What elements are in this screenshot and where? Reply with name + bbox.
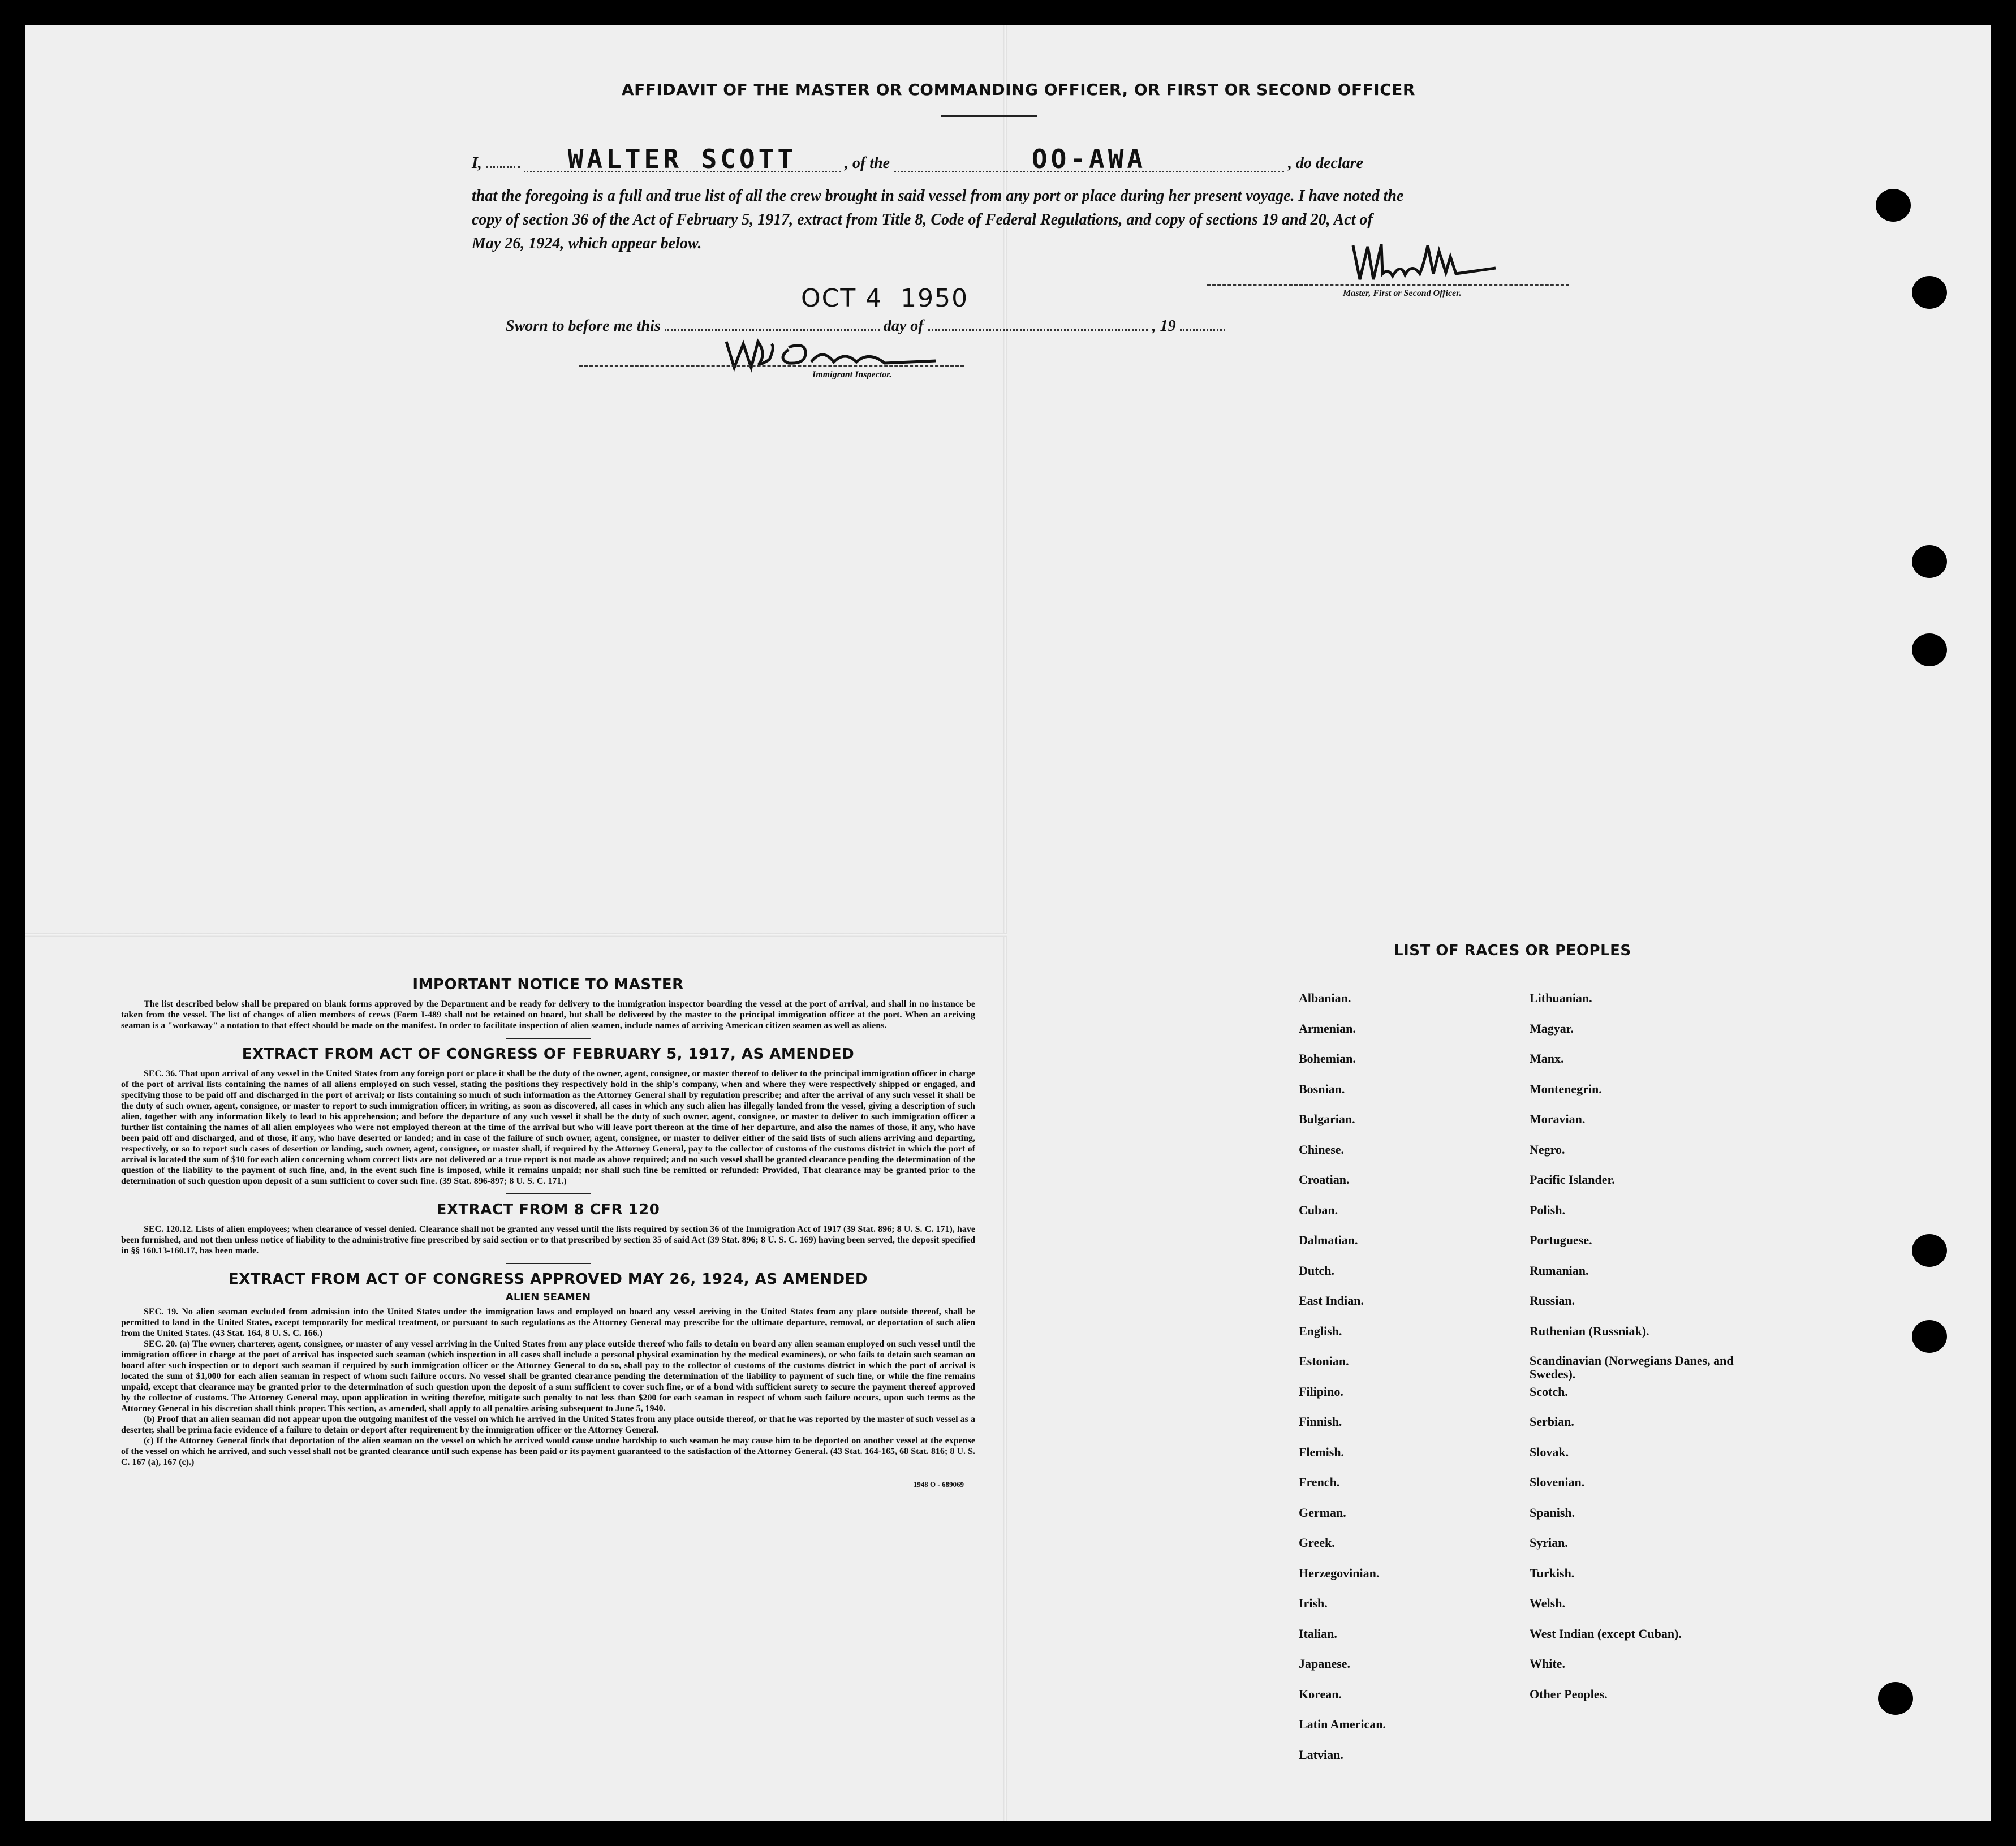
extract-1924-title: EXTRACT FROM ACT OF CONGRESS APPROVED MAY 26, 1924, AS AMENDED xyxy=(229,1271,868,1288)
race-item: French. xyxy=(1299,1475,1340,1489)
race-item: Pacific Islander. xyxy=(1530,1172,1615,1187)
race-item: Japanese. xyxy=(1299,1657,1351,1671)
race-item: Bulgarian. xyxy=(1299,1112,1355,1126)
inspector-signature xyxy=(721,330,947,376)
punch-hole xyxy=(1876,189,1911,222)
extract-1917-body: SEC. 36. That upon arrival of any vessel in the United States from any foreign port or place it shall be the duty of the owner, agent, consignee, or master thereof to deliver to the principal immigration officer in charge of the port of arrival lists containing the names of all aliens employed on such vessel, stating the positions they respectively hold in the ship's company, when and where they were respectively shipped or engaged, and specifying those to be paid off and discharged in the port of arrival; or lists containing so much of such information as the Attorney General shall by regulation prescribe; and after the arrival of any such vessel it shall be the duty of such owner, agent, consignee, or master to report to such immigration officer, in writing, as soon as discovered, all cases in which any such alien has illegally landed from the vessel, giving a description of such alien, together with any information likely to lead to his apprehension; and before the departure of any such vessel it shall be the duty of such owner, agent, consignee, or master to deliver to such immigration officer a further list containing the names of all alien employees who were not employed thereon at the time of the arrival but who will leave port thereon at the time of her departure, and also the names of those, if any, who have been paid off and discharged, and of those, if any, who have deserted or landed; and in case of the failure of such owner, agent, consignee, or master to deliver either of the said lists of such aliens arriving and departing, respectively, or so to report such cases of desertion or landing, such owner, agent, consignee, or master shall, if required by the Attorney General, pay to the collector of customs of the customs district in which the port of arrival is located the sum of $10 for each alien concerning whom correct lists are not delivered or a true report is not made as above required; and no such vessel shall be granted clearance pending the determination of the question of the liability to the payment of such fine, and, in the event such fine is imposed, while it remains unpaid; nor shall such fine be remitted or refunded: Provided, That clearance may be granted prior to the determination of such question upon deposit of a sum sufficient to cover such fine. (39 Stat. 896-897; 8 U. S. C. 171.) xyxy=(121,1069,975,1186)
race-item: Finnish. xyxy=(1299,1414,1342,1429)
affidavit-title: AFFIDAVIT OF THE MASTER OR COMMANDING OFFICER, OR FIRST OR SECOND OFFICER xyxy=(622,80,1415,99)
race-item: German. xyxy=(1299,1505,1346,1520)
punch-hole xyxy=(1912,545,1947,578)
race-item: East Indian. xyxy=(1299,1293,1364,1308)
extract-1917-title: EXTRACT FROM ACT OF CONGRESS OF FEBRUARY 5, 1917, AS AMENDED xyxy=(242,1046,855,1063)
vessel-field: OO-AWA xyxy=(894,147,1284,172)
separator xyxy=(506,1193,591,1194)
race-item: Chinese. xyxy=(1299,1142,1345,1157)
title-rule xyxy=(941,115,1037,117)
inspector-signature-line xyxy=(579,365,964,367)
race-item: Spanish. xyxy=(1530,1505,1575,1520)
race-item: Estonian. xyxy=(1299,1354,1349,1368)
do-declare-label: , do declare xyxy=(1288,154,1363,172)
race-item: Korean. xyxy=(1299,1687,1342,1701)
notice-text-body: The list described below shall be prepared on blank forms approved by the Department and be ready for delivery to the immigration inspector boarding the vessel at the port of arrival, and shall in no instance be taken from the vessel. The list of changes of alien members of crews (Form I-489 shall not be retained on board, but shall be delivered by the master to the principal immigration officer at the port. When an arriving seaman is a "workaway" a notation to that effect should be made on the manifest. In order to facilitate inspection of alien seamen, include names of arriving American citizen seamen as well as aliens. xyxy=(121,999,975,1030)
master-name-field: WALTER SCOTT xyxy=(524,147,841,172)
race-item: Filipino. xyxy=(1299,1384,1343,1399)
prefix-i: I, xyxy=(472,154,482,172)
date-stamp: OCT 4 1950 xyxy=(801,284,969,313)
race-item: Rumanian. xyxy=(1530,1263,1589,1278)
extract-1917-text xyxy=(121,1068,975,1187)
race-item: Turkish. xyxy=(1530,1565,1575,1580)
master-signature xyxy=(1349,234,1518,291)
race-item: White. xyxy=(1530,1657,1565,1671)
race-item: Welsh. xyxy=(1530,1596,1565,1610)
sec20c-text xyxy=(121,1435,975,1468)
extract-1924-subtitle: ALIEN SEAMEN xyxy=(505,1291,591,1303)
races-title: LIST OF RACES OR PEOPLES xyxy=(1394,942,1631,959)
sec19-text xyxy=(121,1306,975,1339)
sec20c-body: (c) If the Attorney General finds that deportation of the alien seaman on the vessel on which he arrived would cause undue hardship to such seaman he may cause him to be deported on another vessel at the expense of the vessel on which he arrived, and such vessel shall not be granted clearance until such expense has been paid or its payment guaranteed to the satisfaction of the Attorney General. (43 Stat. 164-165, 68 Stat. 816; 8 U. S. C. 167 (a), 167 (c).) xyxy=(121,1436,975,1467)
inspector-caption: Immigrant Inspector. xyxy=(812,370,892,379)
race-item: Latin American. xyxy=(1299,1717,1386,1731)
of-the-label: , of the xyxy=(844,154,890,172)
race-item: Magyar. xyxy=(1530,1021,1574,1036)
extract-cfr-body: SEC. 120.12. Lists of alien employees; when clearance of vessel denied. Clearance shall not be granted any vessel until the lists required by section 36 of the Immigration Act of 1917 (39 Stat. 896; 8 U. S. C. 171), have been furnished, and not then unless notice of liability to the administrative fine prescribed by said section or to that prescribed by section 35 of said Act (39 Stat. 896; 8 U. S. C. 169) having been served, the deposit specified in §§ 160.13-160.17, has been made. xyxy=(121,1224,975,1256)
race-item: Greek. xyxy=(1299,1536,1335,1550)
sworn-label: Sworn to before me this xyxy=(506,317,661,335)
race-item: Scandinavian (Norwegians Danes, and Swedes). xyxy=(1530,1353,1734,1381)
race-item: Slovak. xyxy=(1530,1444,1569,1459)
race-item: Scotch. xyxy=(1530,1384,1568,1399)
race-item: Syrian. xyxy=(1530,1536,1568,1550)
punch-hole xyxy=(1912,1234,1947,1267)
race-item: Lithuanian. xyxy=(1530,991,1592,1005)
affidavit-body-line: copy of section 36 of the Act of February 5, 1917, extract from Title 8, Code of Federal Regulations, and copy of sections 19 and 20, Act of xyxy=(472,211,1373,228)
race-item: Flemish. xyxy=(1299,1444,1345,1459)
race-item: Herzegovinian. xyxy=(1299,1565,1380,1580)
sec20b-body: (b) Proof that an alien seaman did not appear upon the outgoing manifest of the vessel on which he arrived in the United States from any place outside thereof, or that he was reported by the master of such vessel as a deserter, shall be prima facie evidence of a failure to detain or deport after requirement by the immigration officer or the Attorney General. xyxy=(121,1414,975,1435)
sec19-body: SEC. 19. No alien seaman excluded from admission into the United States under the immigration laws and employed on board any vessel arriving in the United States from any place outside thereof, shall be permitted to land in the United States, except temporarily for medical treatment, or pursuant to such regulations as the Attorney General may prescribe for the ultimate departure, removal, or deportation of such alien from the United States. (43 Stat. 164, 8 U. S. C. 166.) xyxy=(121,1307,975,1338)
sec20a-body: SEC. 20. (a) The owner, charterer, agent, consignee, or master of any vessel arriving in the United States from any place outside thereof who fails to detain on board any alien seaman employed on such vessel until the immigration officer in charge at the port of arrival has inspected such seaman (which inspection in all cases shall include a personal physical examination by the medical examiners), or who fails to detain such seaman on board after such inspection or to deport such seaman if required by such immigration officer or the Attorney General to do so, shall pay to the collector of customs of the customs district in which the port of arrival is located the sum of $1,000 for each alien seaman in respect of whom such failure occurs. No vessel shall be granted clearance pending the determination of the liability to payment of such fine, or while the fine remains unpaid, except that clearance may be granted prior to the determination of such question upon the deposit of a sum sufficient to cover such fine, or of a bond with sufficient surety to secure the payment thereof approved by the collector of customs. The Attorney General may, upon application in writing therefor, mitigate such penalty to not less than $200 for each seaman in respect of whom such failure occurs, upon such terms as the Attorney General in his discretion shall think proper. This section, as amended, shall apply to all penalties arising subsequent to June 5, 1940. xyxy=(121,1339,975,1413)
master-signature-line xyxy=(1207,284,1569,286)
affidavit-body-line: May 26, 1924, which appear below. xyxy=(472,235,702,252)
punch-hole xyxy=(1912,1320,1947,1353)
fold-line-horizontal xyxy=(25,933,1007,937)
race-item: West Indian (except Cuban). xyxy=(1530,1626,1682,1641)
sec20b-text xyxy=(121,1414,975,1435)
affidavit-body-line: that the foregoing is a full and true list of all the crew brought in said vessel from any port or place during her present voyage. I have noted the xyxy=(472,187,1404,205)
fold-line-vertical xyxy=(1003,25,1007,1821)
print-code: 1948 O - 689069 xyxy=(913,1480,964,1489)
race-item: Ruthenian (Russniak). xyxy=(1530,1323,1649,1338)
punch-hole xyxy=(1878,1682,1913,1715)
races-column-2 xyxy=(1530,991,1778,1717)
race-item: Bohemian. xyxy=(1299,1051,1356,1066)
race-item: Albanian. xyxy=(1299,991,1351,1005)
separator xyxy=(506,1263,591,1264)
race-item: Italian. xyxy=(1299,1626,1337,1641)
extract-cfr-text xyxy=(121,1224,975,1256)
race-item: Other Peoples. xyxy=(1530,1687,1608,1701)
year-label: , 19 xyxy=(1152,317,1176,335)
race-item: Moravian. xyxy=(1530,1112,1586,1126)
race-item: Slovenian. xyxy=(1530,1475,1585,1489)
race-item: Portuguese. xyxy=(1530,1233,1592,1247)
race-item: English. xyxy=(1299,1323,1342,1338)
affidavit-line1 xyxy=(472,144,1535,175)
race-item: Irish. xyxy=(1299,1596,1328,1610)
master-caption: Master, First or Second Officer. xyxy=(1343,288,1462,298)
race-item: Latvian. xyxy=(1299,1747,1343,1762)
race-item: Dutch. xyxy=(1299,1263,1334,1278)
race-item: Montenegrin. xyxy=(1530,1081,1602,1096)
race-item: Negro. xyxy=(1530,1142,1565,1157)
race-item: Croatian. xyxy=(1299,1172,1350,1187)
notice-title: IMPORTANT NOTICE TO MASTER xyxy=(412,976,684,993)
race-item: Armenian. xyxy=(1299,1021,1356,1036)
document-sheet xyxy=(25,25,1991,1821)
extract-cfr-title: EXTRACT FROM 8 CFR 120 xyxy=(436,1201,660,1218)
separator xyxy=(506,1038,591,1039)
race-item: Polish. xyxy=(1530,1202,1565,1217)
races-column-1 xyxy=(1299,991,1502,1778)
race-item: Serbian. xyxy=(1530,1414,1574,1429)
race-item: Cuban. xyxy=(1299,1202,1338,1217)
sec20a-text xyxy=(121,1339,975,1414)
race-item: Bosnian. xyxy=(1299,1081,1345,1096)
punch-hole xyxy=(1912,276,1947,309)
punch-hole xyxy=(1912,633,1947,666)
race-item: Manx. xyxy=(1530,1051,1564,1066)
race-item: Russian. xyxy=(1530,1293,1575,1308)
day-of-label: day of xyxy=(883,317,924,335)
legal-column xyxy=(121,976,975,1489)
notice-text xyxy=(121,999,975,1031)
race-item: Dalmatian. xyxy=(1299,1233,1358,1247)
